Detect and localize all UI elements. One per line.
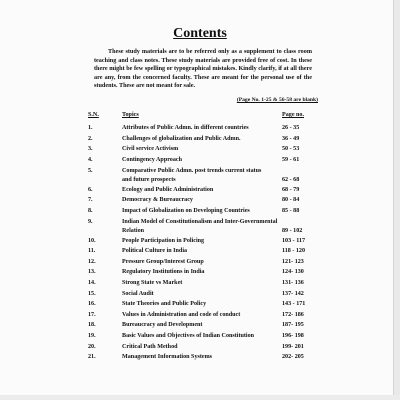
entry-page: 187- 195: [282, 322, 304, 329]
entry-sn: 20.: [88, 343, 96, 350]
entry-topic: Pressure Group/Interest Group: [122, 258, 204, 265]
entry-page: 124- 130: [282, 269, 304, 276]
entry-sn: 14.: [88, 280, 96, 287]
entry-topic: Attributes of Public Admn. in different countries: [122, 125, 249, 132]
entry-sn: 7.: [88, 197, 93, 204]
entry-page: 36 - 49: [282, 135, 300, 142]
contents-row: [88, 352, 326, 363]
entry-page: 143 - 171: [282, 301, 306, 308]
entry-topic: and future prospects: [122, 177, 176, 184]
contents-header-row: [88, 110, 326, 120]
entry-sn: 9.: [88, 218, 93, 225]
entry-sn: 4.: [88, 157, 93, 164]
entry-topic: Social Audit: [122, 290, 154, 297]
entry-page: 62 - 68: [282, 177, 300, 184]
header-page: Page no.: [282, 112, 305, 118]
header-topics: Topics: [122, 112, 139, 118]
entry-page: 196- 198: [282, 332, 304, 339]
entry-page: 59 - 61: [282, 157, 300, 164]
contents-row: [88, 310, 326, 321]
entry-topic: Management Information Systems: [122, 354, 213, 361]
intro-text: These study materials are to be referred only as a supplement to class room teaching and class notes. These study materials are provided free of cost. In these there might be few spelling or typographical mistakes. Kindly clarify, if at all there are any, from the concerned faculty. These are meant for the personal use of the students. These are not meant for sale.: [94, 48, 312, 90]
page-edge-right: [393, 0, 400, 400]
entry-topic: Contingency Approach: [122, 157, 182, 164]
contents-row: [88, 246, 326, 257]
contents-row: [88, 341, 326, 352]
entry-topic: Democracy & Bureaucracy: [122, 197, 193, 204]
entry-sn: 18.: [88, 322, 96, 329]
entry-topic: State Theories and Public Policy: [122, 301, 207, 308]
entry-sn: 10.: [88, 237, 96, 244]
entry-sn: 12.: [88, 258, 96, 265]
page-title: Contents: [173, 26, 227, 41]
entry-sn: 1.: [88, 125, 93, 132]
entry-topic: Bureaucracy and Development: [122, 322, 203, 329]
contents-row: [88, 155, 326, 166]
entry-sn: 16.: [88, 301, 96, 308]
entry-page: 202- 205: [282, 354, 304, 361]
entry-sn: 6.: [88, 186, 93, 193]
contents-table: [88, 110, 326, 362]
entry-topic: Political Culture in India: [122, 248, 188, 255]
contents-row: [88, 195, 326, 206]
contents-row: [88, 288, 326, 299]
entry-sn: 3.: [88, 146, 93, 153]
entry-topic: People Participation in Policing: [122, 237, 205, 244]
entry-topic: Values in Administration and code of conduct: [122, 311, 241, 318]
entry-topic: Regulatory Institutions in India: [122, 269, 205, 276]
entry-page: 85 - 88: [282, 207, 300, 214]
entry-sn: 13.: [88, 269, 96, 276]
entry-sn: 11.: [88, 248, 96, 255]
entry-sn: 2.: [88, 135, 93, 142]
entry-page: 118 - 120: [282, 248, 306, 255]
entry-sn: 21.: [88, 354, 96, 361]
contents-row: [88, 227, 326, 236]
entry-sn: 5.: [88, 167, 93, 174]
contents-row: [88, 235, 326, 246]
entry-sn: 15.: [88, 290, 96, 297]
contents-row: [88, 278, 326, 289]
contents-row: [88, 176, 326, 185]
entry-page: 172- 186: [282, 311, 304, 318]
entry-topic: Indian Model of Constitutionalism and Inter-Governmental: [122, 218, 278, 225]
entry-page: 26 - 35: [282, 125, 300, 132]
contents-row: [88, 216, 326, 227]
entry-topic: Basic Values and Objectives of Indian Constitution: [122, 332, 255, 339]
contents-row: [88, 267, 326, 278]
entry-page: 131- 136: [282, 280, 304, 287]
contents-row: [88, 184, 326, 195]
entry-sn: 8.: [88, 207, 93, 214]
entry-topic: Ecology and Public Administration: [122, 186, 214, 193]
entry-page: 137- 142: [282, 290, 304, 297]
entry-page: 80 - 84: [282, 197, 300, 204]
entry-sn: 19.: [88, 332, 96, 339]
entry-topic: Critical Path Method: [122, 343, 178, 350]
contents-row: [88, 331, 326, 342]
contents-rows: [88, 123, 326, 362]
contents-row: [88, 144, 326, 155]
entry-page: 68 - 79: [282, 186, 300, 193]
entry-page: 121- 123: [282, 258, 304, 265]
entry-topic: Strong State vs Market: [122, 280, 183, 287]
entry-page: 89 - 102: [282, 228, 303, 235]
entry-topic: Comparative Public Admn. post trends current status: [122, 167, 262, 174]
contents-row: [88, 206, 326, 217]
contents-row: [88, 134, 326, 145]
entry-topic: Challenges of globalization and Public Admn.: [122, 135, 241, 142]
entry-page: 199- 201: [282, 343, 304, 350]
blank-pages-note: (Page No. 1-25 & 56-58 are blank): [236, 97, 318, 103]
entry-sn: 17.: [88, 311, 96, 318]
entry-topic: Impact of Globalization on Developing Countries: [122, 207, 250, 214]
contents-row: [88, 123, 326, 134]
entry-topic: Relation: [122, 228, 145, 235]
page-edge-bottom: [0, 395, 400, 400]
intro-paragraph: [94, 48, 312, 91]
header-sn: S.N.: [88, 112, 99, 118]
contents-row: [88, 165, 326, 176]
entry-page: 50 - 53: [282, 146, 300, 153]
entry-topic: Civil service Activism: [122, 146, 179, 153]
contents-row: [88, 257, 326, 268]
contents-row: [88, 299, 326, 310]
entry-page: 103 - 117: [282, 237, 306, 244]
contents-row: [88, 320, 326, 331]
